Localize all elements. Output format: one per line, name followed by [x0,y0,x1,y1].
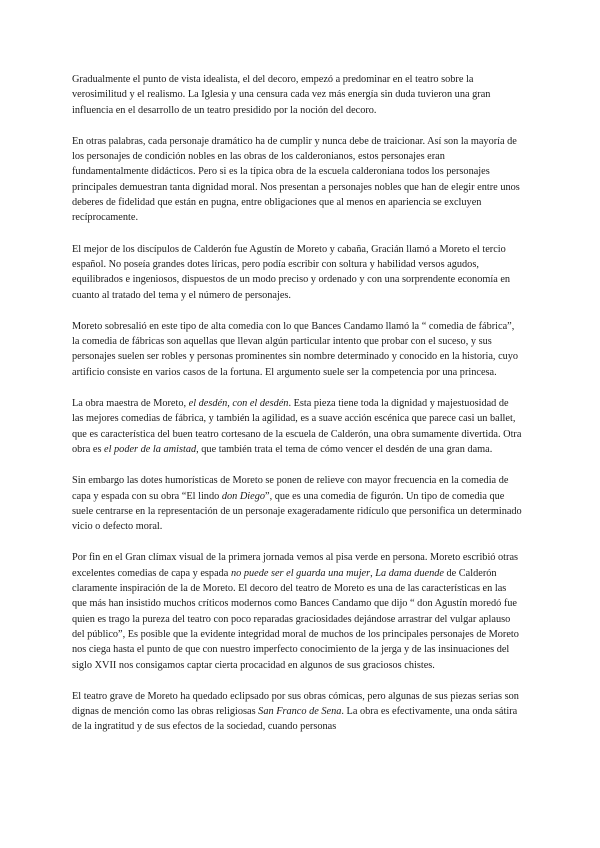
title-no-puede-ser: no puede ser el guarda una mujer [230,567,371,579]
paragraph-8 [72,689,522,735]
paragraph-4 [72,319,522,380]
paragraph-7 [72,550,522,672]
paragraph-6-text: Sin embargo las dotes humorísticas de Moreto se ponen de relieve con mayor frecuencia en la comedia de capa y espada con su obra “El lindo [72,475,509,502]
title-la-dama-duende: La dama duende [375,567,444,579]
paragraph-1 [72,72,522,118]
paragraph-6-text-2: ”, que es una comedia de figurón. Un tipo de comedia que suele centrarse en la representación de un personaje exageradamente ridículo que personifica un determinado vicio o defecto moral. [72,490,522,533]
paragraph-7-text-3: de Calderón claramente inspiración de la de Moreto. El decoro del teatro de Moreto es una de las características en las que más han insistido muchos críticos modernos como Bances Candamo que dijo “ don Agustín moredó fue quien es trago la pureza del teatro con poco reparadas graciosidades dejándose arrastrar del vulgar aplauso del público”, Es posible que la evidente integridad moral de muchos de los principales personajes de Moreto nos ciega hasta el punto de que con nuestro imperfecto conocimiento de la jerga y de las insinuaciones del siglo XVII nos consigamos captar cierta procacidad en algunos de sus graciosos chistes. [72,567,519,671]
paragraph-3-text: El mejor de los discípulos de Calderón fue Agustín de Moreto y cabaña, Gracián llamó a Moreto el tercio español. No poseía grandes dotes líricas, pero podía escribir con soltura y habilidad versos agudos, equilibrados e ingeniosos, dispuestos de un modo preciso y ordenado y con una sorprendente economía en cuanto al tratado del tema y el número de personajes. [72,243,511,301]
paragraph-1-text: Gradualmente el punto de vista idealista, el del decoro, empezó a predominar en el teatro sobre la verosimilitud y el realismo. La Iglesia y una censura cada vez más energía sin duda tuvieron una gran influencia en el desarrollo de un teatro presidido por la noción del decoro. [72,74,491,116]
title-el-desden: el desdén, con el desdén [188,398,289,410]
document-page [72,72,522,751]
title-el-poder-de-la-amistad: el poder de la amistad [104,443,197,455]
paragraph-4-text: Moreto sobresalió en este tipo de alta comedia con lo que Bances Candamo llamó la “ comedia de fábrica”, la comedia de fábricas son aquellas que llevan algún particular intento que probar con el suceso, y sus personajes suelen ser robles y personas prominentes sin nombre determinado y conocido en la historia, cuyo artificio consiste en varios casos de la fortuna. El argumento suele ser la competencia por una princesa. [72,320,519,378]
paragraph-2 [72,134,522,226]
title-san-franco-de-sena: San Franco de Sena [258,706,342,718]
paragraph-6 [72,473,522,534]
paragraph-5-text: La obra maestra de Moreto, [72,398,189,410]
paragraph-5 [72,396,522,457]
paragraph-7-text-2: , [370,567,376,579]
paragraph-3 [72,242,522,303]
paragraph-5-text-3: , que también trata el tema de cómo vencer el desdén de una gran dama. [196,443,493,455]
paragraph-5-text-2: . Esta pieza tiene toda la dignidad y majestuosidad de las mejores comedias de fábrica, y también la agilidad, es a suave acción escénica que parece casi un ballet, que es característica del buen teatro cortesano de la escuela de Calderón, una obra sumamente divertida. Otra obra es [72,398,522,455]
paragraph-2-text: En otras palabras, cada personaje dramático ha de cumplir y nunca debe de traicionar. Así son la mayoría de los personajes de condición nobles en las obras de los calderonianos, estos personajes eran fundamentalmente didácticos. Pero si es la típica obra de la escuela calderoniana todos los personajes principales demuestran tanta dignidad moral. Nos presentan a personajes nobles que han de elegir entre unos deberes de fidelidad que están en pugna, entre obligaciones que al menos en apariencia se excluyen recíprocamente. [72,135,520,224]
paragraph-8-text-2: . La obra es efectivamente, una onda sátira de la ingratitud y de sus efectos de la sociedad, cuando personas [72,706,518,733]
paragraph-8-text: El teatro grave de Moreto ha quedado eclipsado por sus obras cómicas, pero algunas de sus piezas serias son dignas de mención como las obras religiosas [72,690,519,718]
paragraph-7-text: Por fin en el Gran clímax visual de la primera jornada vemos al pisa verde en persona. Moreto escribió otras excelentes comedias de capa y espada [72,552,519,579]
title-don-diego: don Diego [221,490,266,502]
